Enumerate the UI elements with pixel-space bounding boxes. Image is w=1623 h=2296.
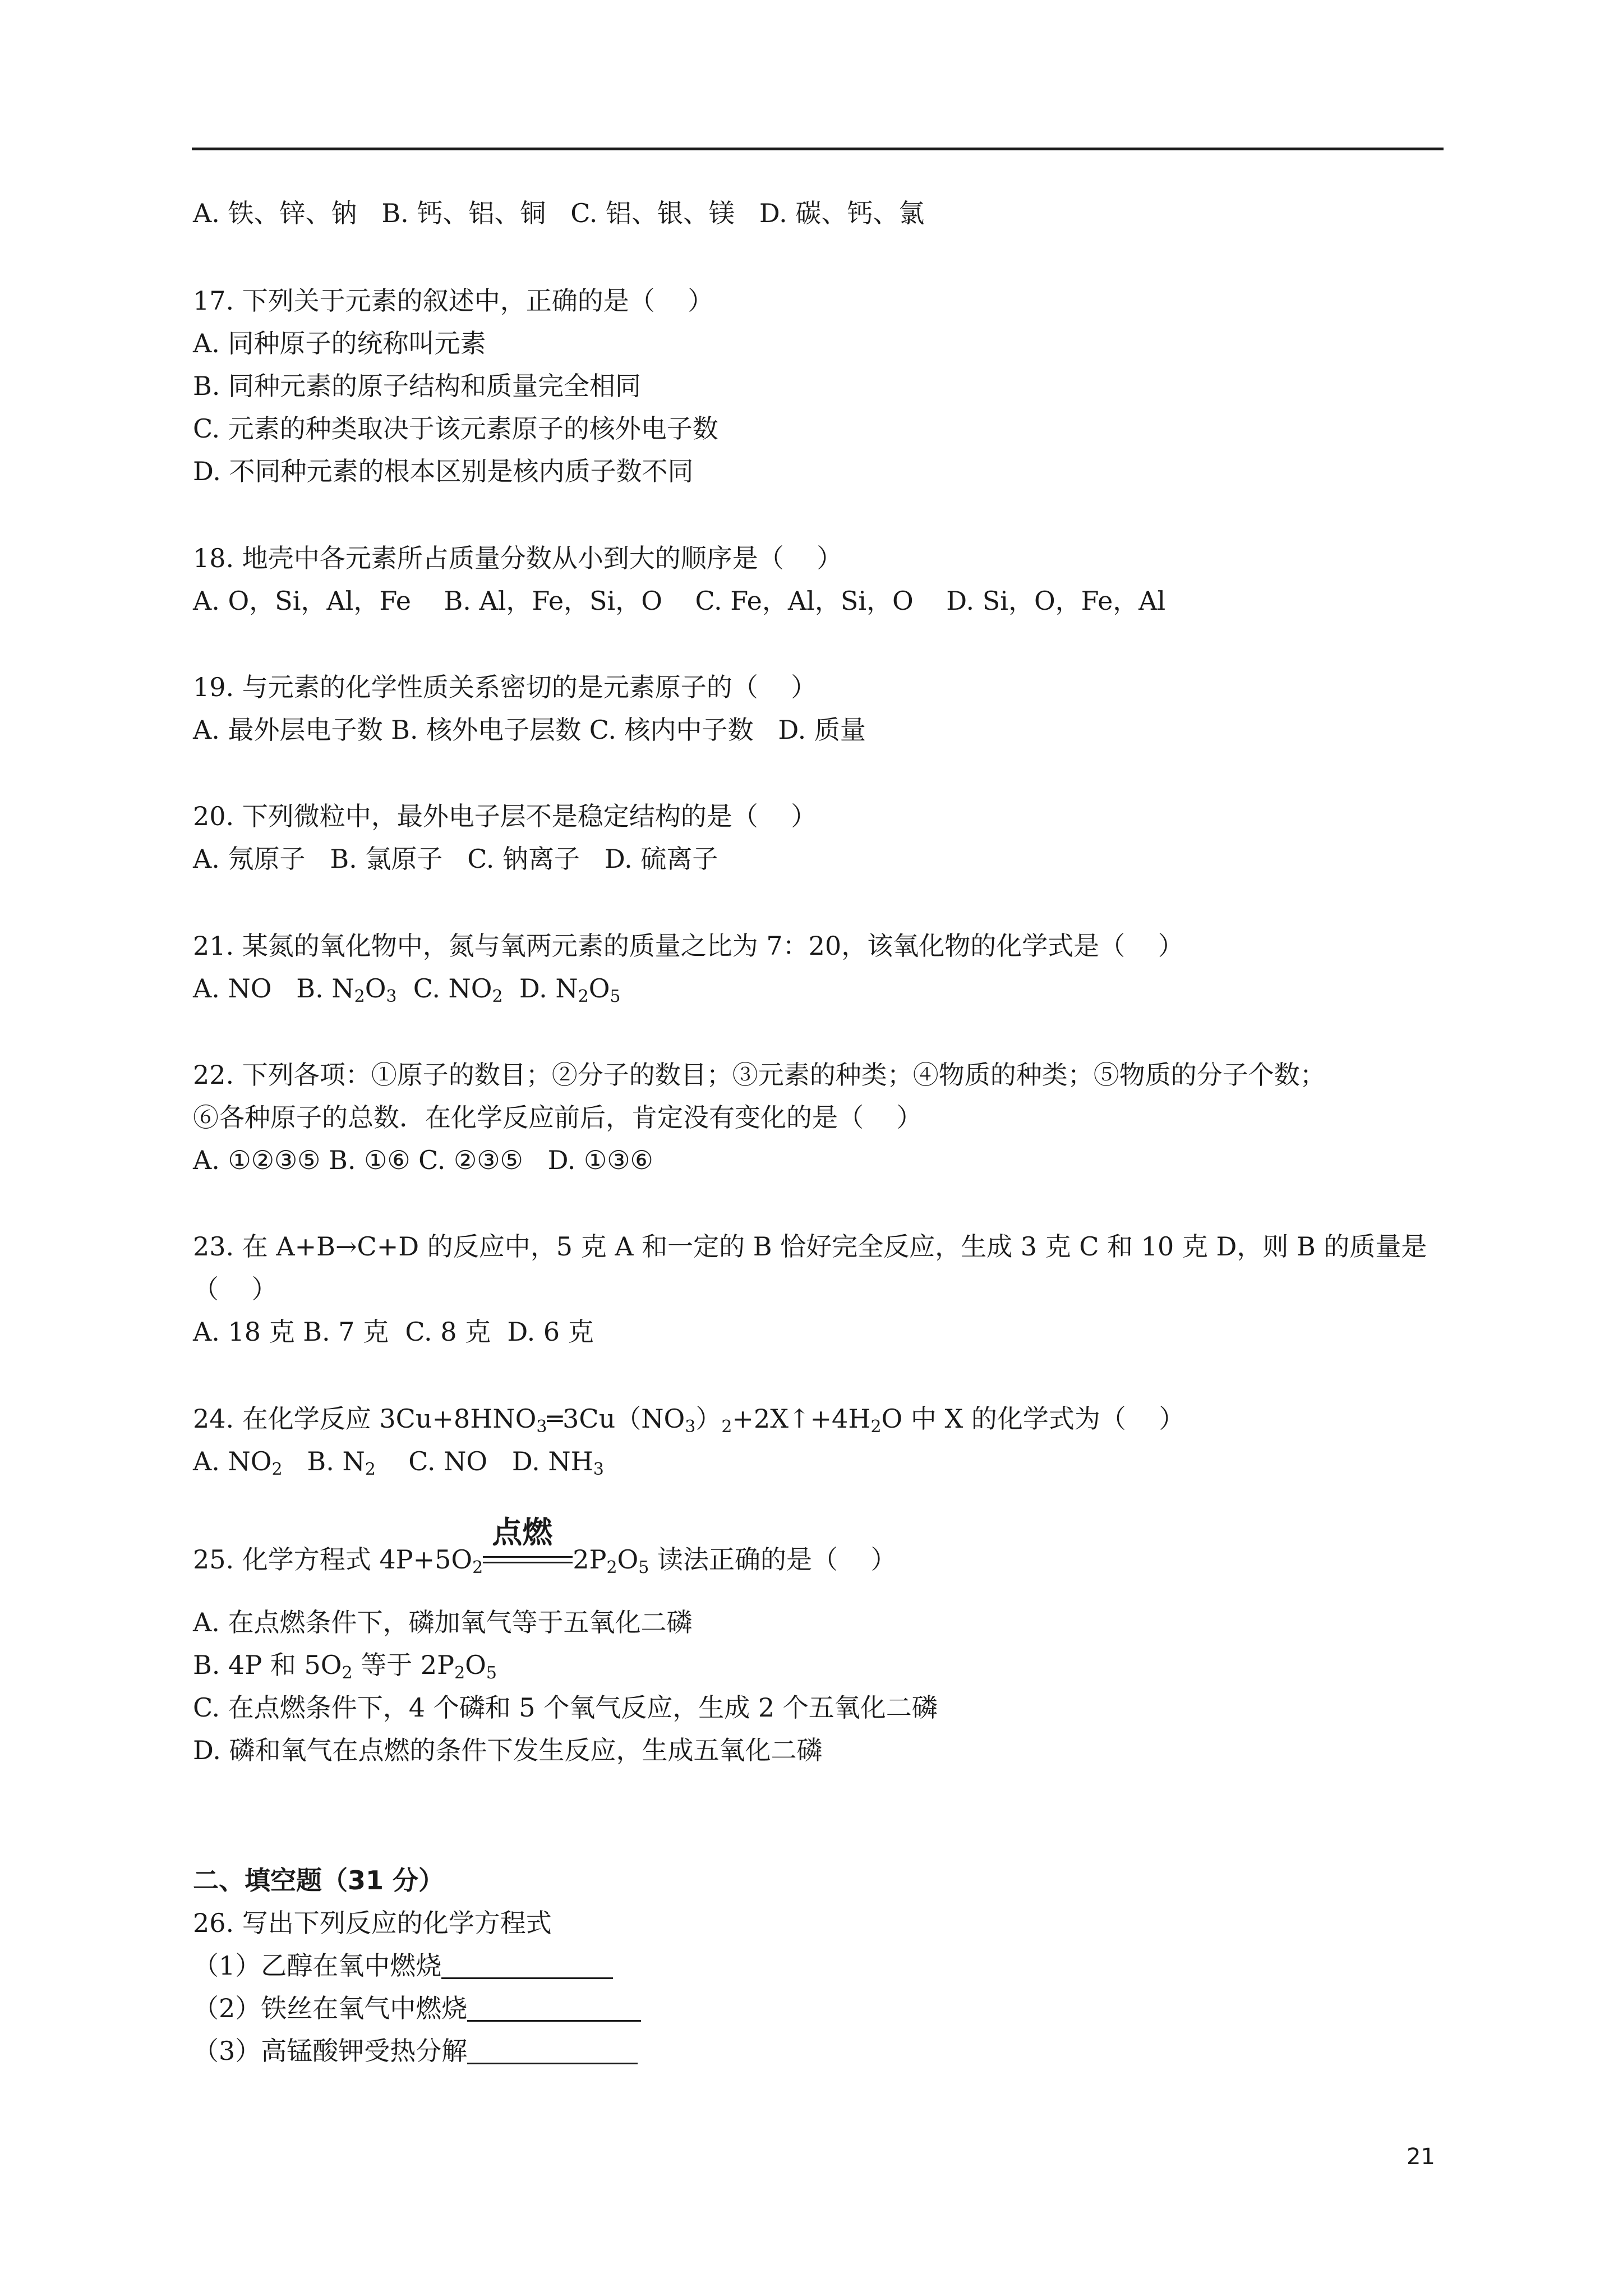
q18-options: A. O，Si，Al，Fe B. Al，Fe，Si，O C. Fe，Al，Si，O D. Si，O，Fe，Al [193, 586, 1166, 616]
q24-options: A. $NO_2$ B. $N_2$ C. NO D. $NH_3$ [193, 1446, 604, 1479]
answer-blank[interactable] [467, 2036, 638, 2064]
q25-option-a: A. 在点燃条件下，磷加氧气等于五氧化二磷 [193, 1607, 693, 1637]
q25-option-d: D. 磷和氧气在点燃的条件下发生反应，生成五氧化二磷 [193, 1735, 823, 1765]
q23-stem-line1: 23. 在 A+B→C+D 的反应中，5 克 A 和一定的 B 恰好完全反应，生成 3 克 C 和 10 克 D，则 B 的质量是 [193, 1231, 1427, 1262]
q22-stem-line2: ⑥各种原子的总数．在化学反应前后，肯定没有变化的是（ ） [193, 1102, 923, 1133]
q25-option-b: B. 4P 和 $5O_2$ 等于 $2P_2O_5$ [193, 1650, 497, 1683]
q21-stem: 21. 某氮的氧化物中，氮与氧两元素的质量之比为 7：20，该氧化物的化学式是（ ） [193, 931, 1184, 961]
q26-part1: （1）乙醇在氧中燃烧 [193, 1949, 613, 1982]
q22-stem-line1: 22. 下列各项：①原子的数目；②分子的数目；③元素的种类；④物质的种类；⑤物质的分子个数； [193, 1060, 1326, 1090]
reaction-condition [483, 1515, 573, 1576]
q26-stem: 26. 写出下列反应的化学方程式 [193, 1908, 552, 1938]
q22-options: A. ①②③⑤ B. ①⑥ C. ②③⑤ D. ①③⑥ [193, 1145, 653, 1175]
answer-blank[interactable] [467, 1993, 641, 2022]
equals-bar-bottom [483, 1562, 573, 1563]
q19-stem: 19. 与元素的化学性质关系密切的是元素原子的（ ） [193, 672, 817, 702]
section-heading: 二、填空题（31 分） [193, 1865, 445, 1895]
q23-options: A. 18 克 B. 7 克 C. 8 克 D. 6 克 [193, 1317, 594, 1347]
q24-stem: 24. 在化学反应 $3Cu+8HNO_3═3Cu(NO_3)_2+2X↑+4H_2O$ 中 X 的化学式为（ ） [193, 1404, 1185, 1437]
condition-label: 点燃 [492, 1515, 553, 1550]
q18-stem: 18. 地壳中各元素所占质量分数从小到大的顺序是（ ） [193, 543, 843, 573]
q25-stem: 25. 化学方程式 $4P+5O_2$ 点燃 $2P_2O_5$ 读法正确的是（ ） [193, 1515, 897, 1577]
q17-option-a: A. 同种原子的统称叫元素 [193, 328, 486, 358]
header-rule [192, 148, 1444, 150]
q17-option-b: B. 同种元素的原子结构和质量完全相同 [193, 371, 642, 401]
page-number: 21 [1407, 2144, 1435, 2170]
q16-options: A. 铁、锌、钠 B. 钙、铝、铜 C. 铝、银、镁 D. 碳、钙、氯 [193, 198, 925, 228]
q21-options: A. NO B. $N_2O_3$ C. $NO_2$ D. $N_2O_5$ [193, 973, 621, 1006]
q20-stem: 20. 下列微粒中，最外电子层不是稳定结构的是（ ） [193, 801, 817, 831]
q26-part3: （3）高锰酸钾受热分解 [193, 2034, 638, 2068]
q19-options: A. 最外层电子数 B. 核外电子层数 C. 核内中子数 D. 质量 [193, 715, 866, 745]
q17-option-c: C. 元素的种类取决于该元素原子的核外电子数 [193, 413, 718, 444]
q26-part2: （2）铁丝在氧气中燃烧 [193, 1991, 641, 2025]
q20-options: A. 氖原子 B. 氯原子 C. 钠离子 D. 硫离子 [193, 844, 718, 874]
q23-stem-line2: （ ） [193, 1274, 278, 1304]
q17-stem: 17. 下列关于元素的叙述中，正确的是（ ） [193, 286, 714, 316]
equals-bar-top [483, 1556, 573, 1558]
q25-option-c: C. 在点燃条件下，4 个磷和 5 个氧气反应，生成 2 个五氧化二磷 [193, 1692, 938, 1723]
q17-option-d: D. 不同种元素的根本区别是核内质子数不同 [193, 456, 694, 486]
answer-blank[interactable] [441, 1950, 613, 1979]
